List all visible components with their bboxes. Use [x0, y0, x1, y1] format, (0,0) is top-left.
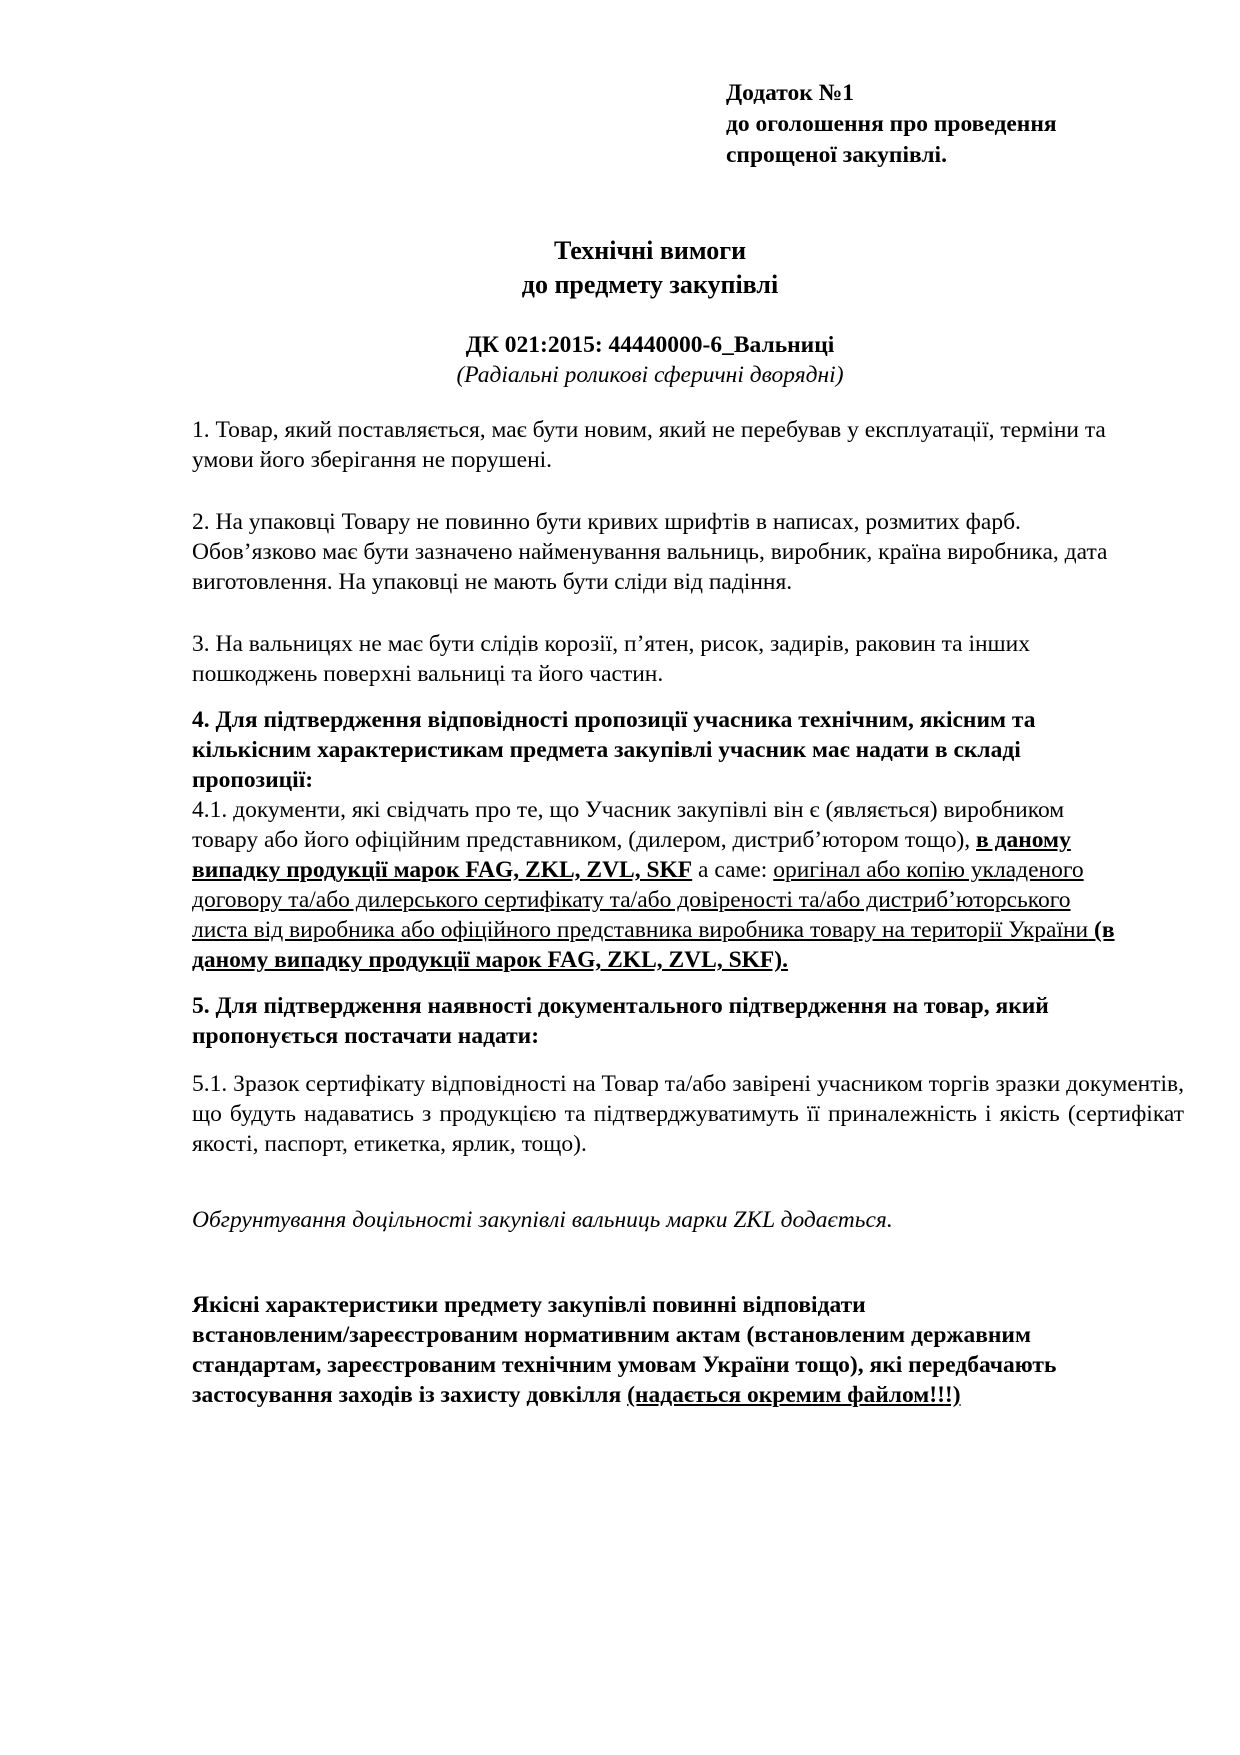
appendix-header [726, 78, 1057, 171]
justification-note [192, 1205, 1182, 1235]
paragraph-5-1: 5.1. Зразок сертифікату відповідності на Товар та/або завірені учасником торгів зразки документів, що будуть надаватись з продукцією та підтверджуватимуть її приналежність і якість (сертифікат якості, паспорт, етикетка, ярлик, тощо). [192, 1071, 1184, 1157]
subject-block [0, 330, 1240, 390]
brands-emphasis: (в [1088, 917, 1115, 943]
final-line: Якісні характеристики предмету закупівлі повинні відповідати [192, 1292, 866, 1318]
paragraph-4-heading-line: 4. Для підтвердження відповідності пропозиції учасника технічним, якісним та [192, 707, 1036, 733]
paragraph-line: 1. Товар, який поставляється, має бути новим, який не перебував у експлуатації, терміни та [192, 417, 1106, 443]
separate-file-note: (надається окремим файлом!!!) [627, 1382, 961, 1408]
paragraph-5-heading-line: 5. Для підтвердження наявності документального підтвердження на товар, який [192, 993, 1049, 1019]
paragraph-line: 3. На вальницях не має бути слідів корозії, п’ятен, рисок, задирів, раковин та інших [192, 631, 1030, 657]
paragraph-2 [192, 507, 1182, 597]
brands-emphasis: випадку продукції марок FAG, ZKL, ZVL, SKF [192, 857, 693, 883]
paragraph-line [192, 855, 1182, 885]
paragraph-line: 4.1. документи, які свідчать про те, що Учасник закупівлі він є (являється) виробником [192, 797, 1065, 823]
final-line [192, 1380, 1182, 1410]
final-line: встановленим/зареєстрованим нормативним актам (встановленим державним [192, 1322, 1031, 1348]
justification-line: Обгрунтування доцільності закупівлі вальниць марки ZKL додається. [192, 1207, 893, 1233]
appendix-line-2: до оголошення про проведення [726, 111, 1057, 137]
appendix-line-3: спрощеної закупівлі. [726, 142, 947, 168]
paragraph-line [192, 915, 1182, 945]
paragraph-3 [192, 629, 1182, 689]
underlined-requirement: договору та/або дилерського сертифікату та/або довіреності та/або дистриб’юторського [192, 887, 1071, 913]
text-run: товару або його офіційним представником, (дилером, дистриб’ютором тощо), [192, 827, 977, 853]
final-requirements [192, 1290, 1182, 1410]
final-line: стандартам, зареєстрованим технічним умовам України тощо), які передбачають [192, 1352, 1057, 1378]
document-title [0, 234, 1240, 302]
title-line-2: до предмету закупівлі [521, 270, 779, 299]
paragraph-line: виготовлення. На упаковці не мають бути сліди від падіння. [192, 569, 793, 595]
paragraph-4-heading-line: кількісним характеристикам предмета закупівлі учасник має надати в складі [192, 737, 1021, 763]
text-run: а саме: [692, 857, 774, 883]
appendix-line-1: Додаток №1 [726, 80, 855, 106]
paragraph-line: умови його зберігання не порушені. [192, 447, 553, 473]
underlined-requirement: оригінал або копію укладеного [773, 857, 1084, 883]
paragraph-4-heading-line: пропозиції: [192, 767, 314, 793]
subject-code: ДК 021:2015: 44440000-6_Вальниці [465, 332, 835, 358]
paragraph-line: Обов’язково має бути зазначено найменування вальниць, виробник, країна виробника, дата [192, 539, 1108, 565]
text-run: застосування заходів із захисту довкілля [192, 1382, 628, 1408]
paragraph-4 [192, 705, 1182, 975]
brands-emphasis: в даному [976, 827, 1071, 853]
underlined-requirement: листа від виробника або офіційного представника виробника товару на території України [192, 917, 1089, 943]
paragraph-line [192, 825, 1182, 855]
paragraph-5 [192, 991, 1182, 1051]
paragraph-5-heading-line: пропонується постачати надати: [192, 1023, 540, 1049]
paragraph-line: 2. На упаковці Товару не повинно бути кривих шрифтів в написах, розмитих фарб. [192, 509, 1021, 535]
subject-type: (Радіальні роликові сферичні дворядні) [456, 362, 844, 388]
brands-emphasis: даному випадку продукції марок FAG, ZKL, ZVL, SKF). [192, 947, 788, 973]
paragraph-1 [192, 415, 1182, 475]
paragraph-line: пошкоджень поверхні вальниці та його частин. [192, 661, 664, 687]
title-line-1: Технічні вимоги [553, 236, 747, 265]
